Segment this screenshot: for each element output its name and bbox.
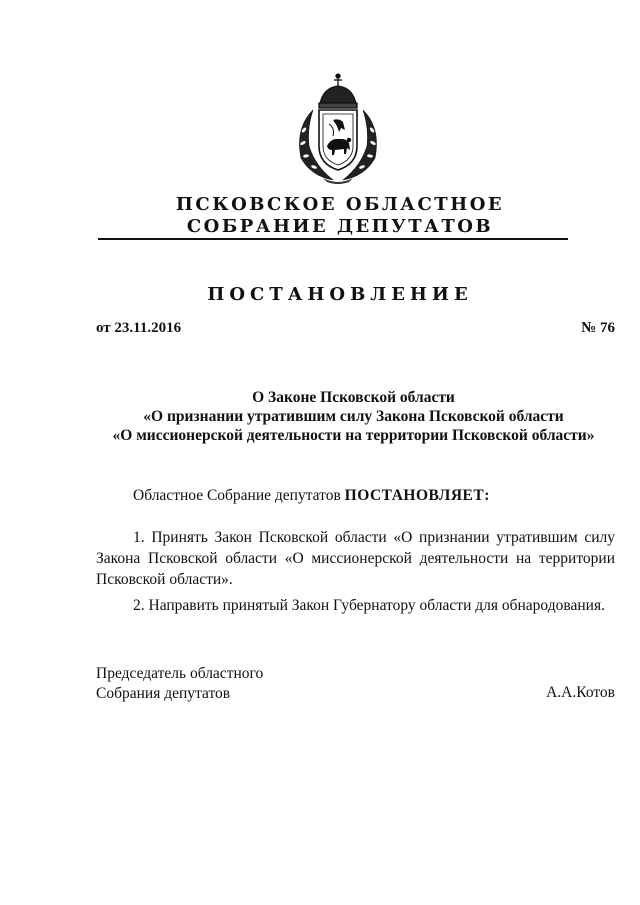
document-title (96, 388, 611, 445)
resolution-intro (133, 487, 490, 505)
signatory-name: А.А.Котов (546, 684, 615, 701)
resolution-item-1: 1. Принять Закон Псковской области «О признании утратившим силу Закона Псковской области «О миссионерской деятельности на территории Псковской области». (96, 529, 615, 588)
document-date: от 23.11.2016 (96, 320, 182, 336)
title-line3: «О миссионерской деятельности на территории Псковской области» (112, 427, 595, 444)
intro-text: Областное Собрание депутатов (133, 487, 345, 504)
header-divider (98, 238, 568, 240)
position-line1: Председатель областного (96, 665, 264, 682)
title-line1: О Законе Псковской области (252, 389, 455, 406)
organization-name-line1: ПСКОВСКОЕ ОБЛАСТНОЕ (175, 194, 505, 215)
signatory-position (96, 664, 263, 704)
title-line2: «О признании утратившим силу Закона Псковской области (143, 408, 564, 425)
document-type: ПОСТАНОВЛЕНИЕ (207, 284, 473, 305)
coat-of-arms-icon (283, 68, 393, 186)
intro-resolves: ПОСТАНОВЛЯЕТ: (344, 487, 490, 504)
organization-name-line2: СОБРАНИЕ ДЕПУТАТОВ (186, 216, 494, 237)
resolution-item-2: 2. Направить принятый Закон Губернатору области для обнародования. (133, 597, 605, 614)
document-number: № 76 (581, 320, 615, 336)
position-line2: Собрания депутатов (96, 685, 231, 702)
